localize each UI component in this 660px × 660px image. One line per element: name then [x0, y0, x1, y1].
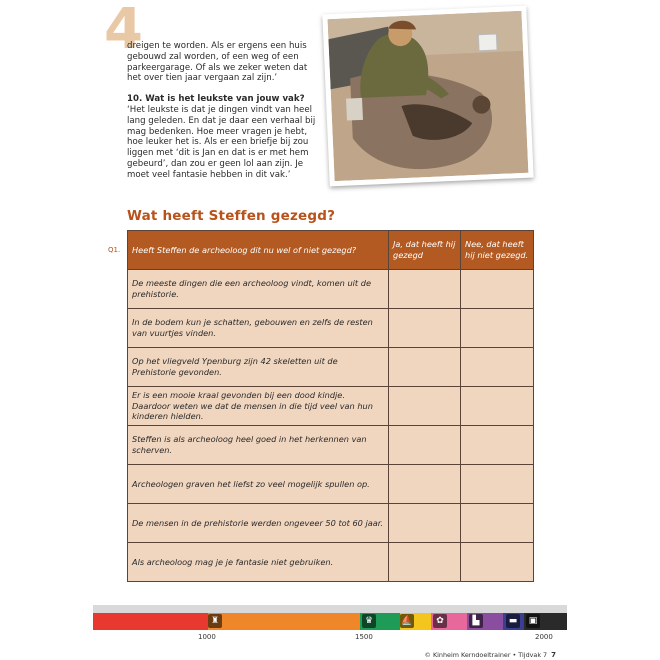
tick-label: 1500 [355, 633, 373, 641]
question-label: Q1. [108, 246, 121, 254]
answer-no-cell[interactable] [461, 504, 534, 543]
answer-yes-cell[interactable] [389, 348, 461, 387]
statement-cell: Als archeoloog mag je je fantasie niet gebruiken. [128, 543, 389, 582]
answer-no-cell[interactable] [461, 270, 534, 309]
timeline-segment [524, 613, 567, 630]
table-row [128, 465, 534, 504]
answer-yes-cell[interactable] [389, 270, 461, 309]
archaeologist-photo [322, 6, 533, 187]
tick-label: 2000 [535, 633, 553, 641]
timeline-bar [93, 613, 567, 630]
timeline-segment [208, 613, 360, 630]
answer-no-cell[interactable] [461, 348, 534, 387]
answer-yes-cell[interactable] [389, 465, 461, 504]
statement-cell: De mensen in de prehistorie werden ongeveer 50 tot 60 jaar. [128, 504, 389, 543]
answer-no-cell[interactable] [461, 543, 534, 582]
header-yes: Ja, dat heeft hij gezegd [389, 231, 461, 270]
table-row [128, 543, 534, 582]
answer-yes-cell[interactable] [389, 387, 461, 426]
painting-icon: ✿ [433, 614, 447, 628]
timeline [93, 605, 567, 646]
answer-no-cell[interactable] [461, 465, 534, 504]
footer-credit: © Kinheim Kerndoeltrainer • Tijdvak 7 [424, 651, 548, 659]
article-text [127, 41, 323, 181]
table-row [128, 309, 534, 348]
chapter-number: 4 [104, 0, 143, 62]
question-10-answer: ‘Het leukste is dat je dingen vindt van heel lang geleden. En dat je daar een verhaal bij mag bedenken. Hoe meer vragen je hebt, hoe leuker het is. Als er een briefje bij zou liggen met ‘dit is Jan en dat is er met hem gebeurd’, dan zou er geen lol aan zijn. Je moet veel fantasie hebben in dit vak.’ [127, 104, 316, 180]
answer-no-cell[interactable] [461, 426, 534, 465]
statement-cell: In de bodem kun je schatten, gebouwen en zelfs de resten van vuurtjes vinden. [128, 309, 389, 348]
statement-cell: Steffen is als archeoloog heel goed in het herkennen van scherven. [128, 426, 389, 465]
car-icon: ▬ [506, 614, 520, 628]
header-no: Nee, dat heeft hij niet gezegd. [461, 231, 534, 270]
timeline-segment [503, 613, 524, 630]
question-10-title: 10. Wat is het leukste van jouw vak? [127, 94, 305, 105]
answer-yes-cell[interactable] [389, 504, 461, 543]
statement-cell: Archeologen graven het liefst zo veel mogelijk spullen op. [128, 465, 389, 504]
tv-icon: ▣ [526, 614, 540, 628]
crown-icon: ♛ [362, 614, 376, 628]
section-heading: Wat heeft Steffen gezegd? [127, 208, 336, 224]
tick-label: 1000 [198, 633, 216, 641]
factory-icon: ▙ [469, 614, 483, 628]
timeline-segment [400, 613, 431, 630]
header-question: Heeft Steffen de archeoloog dit nu wel of niet gezegd? [128, 231, 389, 270]
castle-icon: ♜ [208, 614, 222, 628]
timeline-ticks [93, 630, 567, 646]
timeline-segment [467, 613, 503, 630]
excavation-photo-icon [328, 11, 529, 181]
table-row [128, 348, 534, 387]
table-row [128, 426, 534, 465]
timeline-top-band [93, 605, 567, 613]
answer-no-cell[interactable] [461, 309, 534, 348]
quiz-table [127, 230, 534, 582]
page-number: 7 [551, 651, 556, 659]
table-row [128, 270, 534, 309]
paragraph-continuation: dreigen te worden. Als er ergens een huis gebouwd zal worden, of een weg of een parkeergarage. Of als we zeker weten dat het over tien jaar vergaan zal zijn.’ [127, 41, 308, 84]
timeline-segment [360, 613, 400, 630]
ship-icon: ⛵ [401, 616, 413, 626]
timeline-segment [93, 613, 208, 630]
answer-yes-cell[interactable] [389, 426, 461, 465]
table-row [128, 504, 534, 543]
answer-yes-cell[interactable] [389, 543, 461, 582]
table-row [128, 387, 534, 426]
table-header-row [128, 231, 534, 270]
statement-cell: Er is een mooie kraal gevonden bij een dood kindje. Daardoor weten we dat de mensen in die tijd veel van hun kinderen hielden. [128, 387, 389, 426]
answer-yes-cell[interactable] [389, 309, 461, 348]
timeline-segment [431, 613, 467, 630]
page-footer [425, 651, 556, 659]
answer-no-cell[interactable] [461, 387, 534, 426]
statement-cell: Op het vliegveld Ypenburg zijn 42 skeletten uit de Prehistorie gevonden. [128, 348, 389, 387]
statement-cell: De meeste dingen die een archeoloog vindt, komen uit de prehistorie. [128, 270, 389, 309]
